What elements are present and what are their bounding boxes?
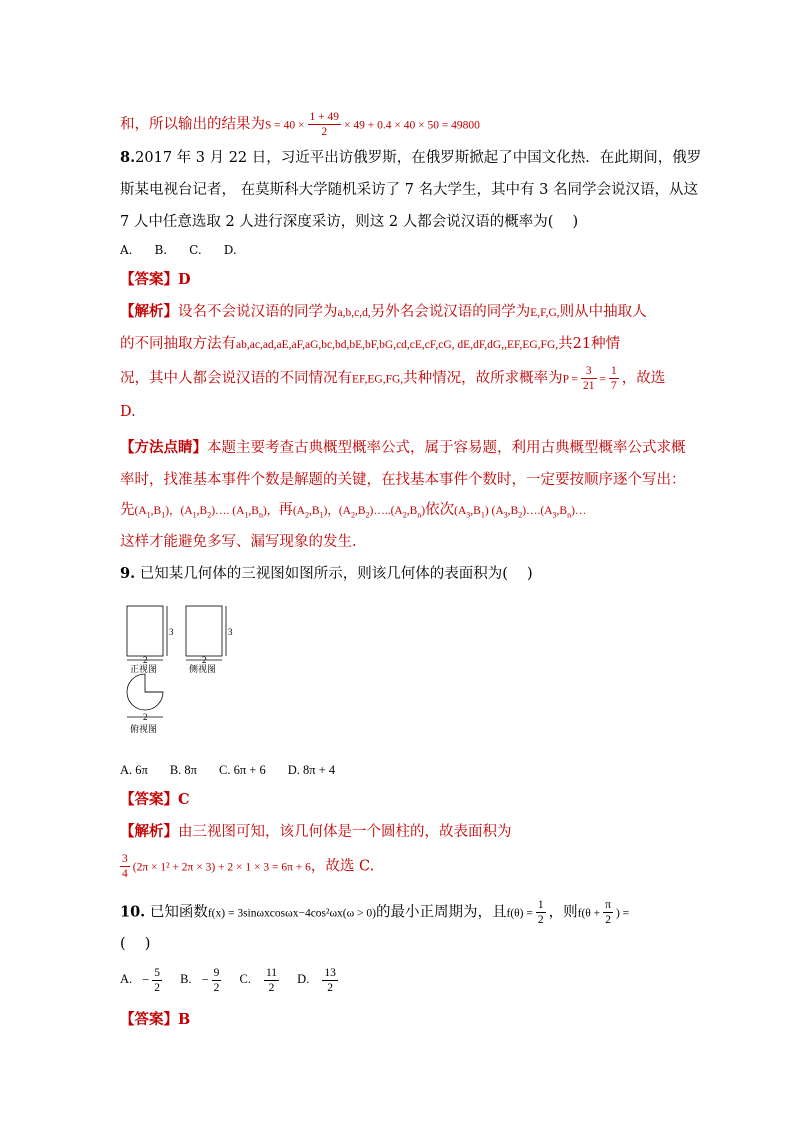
side-width-label: 2 bbox=[202, 655, 207, 665]
q8-line-2: 斯某电视台记者， 在莫斯科大学随机采访了 7 名大学生，其中有 3 名同学会说汉语，从这 bbox=[120, 182, 698, 198]
top-view-caption: 俯视图 bbox=[130, 725, 158, 735]
q8-analysis-4: D. bbox=[120, 404, 136, 420]
q8-analysis-1: 【解析】设名不会说汉语的同学为a,b,c,d,另外名会说汉语的同学为E,F,G,则从中抽取人 bbox=[120, 303, 647, 320]
q10-options: A. − $\frac{5}{2}$ B. − $\frac{9}{2}$ C. $\frac{11}{2}$ D. $\frac{13}{2}$ bbox=[120, 967, 336, 994]
q8-method-3: 先$(A_1,B_1)$，$(A_1,B_2)\dots$. $(A_1,B_n)$，再$(A_2,B_1)$，$(A_2,B_2)\dots..(A_2,B_n)$依次$(A_3,B_1)$ $(A_3,B_2)\dots.(A_3,B_n)\dots$ bbox=[120, 502, 587, 520]
q9-analysis-1: 【解析】由三视图可知，该几何体是一个圆柱的，故表面积为 bbox=[120, 823, 512, 840]
q10-paren: ( ) bbox=[120, 936, 151, 952]
side-view-caption: 侧视图 bbox=[189, 665, 217, 675]
q8-method-1: 【方法点睛】本题主要考查古典概型概率公式，属于容易题，利用古典概型概率公式求概 bbox=[120, 439, 686, 456]
top-width-label: 2 bbox=[143, 712, 148, 722]
q8-method-4: 这样才能避免多写、漏写现象的发生. bbox=[120, 534, 357, 550]
q9-stem: 9. 已知某几何体的三视图如图所示，则该几何体的表面积为( ) bbox=[120, 565, 533, 582]
q9-answer: 【答案】C bbox=[120, 791, 190, 808]
three-view-diagram bbox=[118, 600, 248, 740]
q8-options: A. B. C. D. bbox=[120, 243, 237, 257]
q8-line-3: 7 人中任意选取 2 人进行深度采访，则这 2 人都会说汉语的概率为( ) bbox=[120, 214, 579, 230]
side-height-label: 3 bbox=[228, 627, 233, 637]
q8-method-2: 率时，找准基本事件个数是解题的关键，在找基本事件个数时，一定要按顺序逐个写出： bbox=[120, 472, 686, 488]
q9-analysis-2: $\frac{3}{4}$ (2π × 1² + 2π × 3) + 2 × 1 × 3 = 6π + 6，故选 C. bbox=[122, 853, 375, 880]
q10-stem: 10. 已知函数f(x) = 3sinωxcosωx−4cos²ωx(ω > 0)的最小正周期为，且f(θ) = $\frac{1}{2}$ ，则f(θ + $\frac{\pi}{2}$ ) = bbox=[120, 899, 630, 926]
q8-analysis-2: 的不同抽取方法有ab,ac,ad,aE,aF,aG,bc,bd,bE,bF,bG,cd,cE,cF,cG, dE,dF,dG,,EF,EG,FG,共21种情 bbox=[120, 336, 621, 352]
q8-answer: 【答案】D bbox=[120, 271, 191, 288]
solution-line-prev: 和，所以输出的结果为S = 40 × $\frac{1 + 49}{2}$ × 49 + 0.4 × 40 × 50 = 49800 bbox=[120, 111, 480, 138]
q8-line-1: 8.2017 年 3 月 22 日，习近平出访俄罗斯，在俄罗斯掀起了中国文化热．在此期间，俄罗 bbox=[120, 149, 702, 166]
front-view-caption: 正视图 bbox=[130, 665, 158, 675]
front-height-label: 3 bbox=[169, 627, 174, 637]
front-width-label: 2 bbox=[143, 655, 148, 665]
q8-analysis-3: 况，其中人都会说汉语的不同情况有EF,EG,FG,共种情况，故所求概率为P = $\frac{3}{21}$ = $\frac{1}{7}$ ，故选 bbox=[120, 365, 666, 392]
q10-answer: 【答案】B bbox=[120, 1011, 191, 1028]
q9-options: A. 6π B. 8π C. 6π + 6 D. 8π + 4 bbox=[120, 763, 336, 777]
